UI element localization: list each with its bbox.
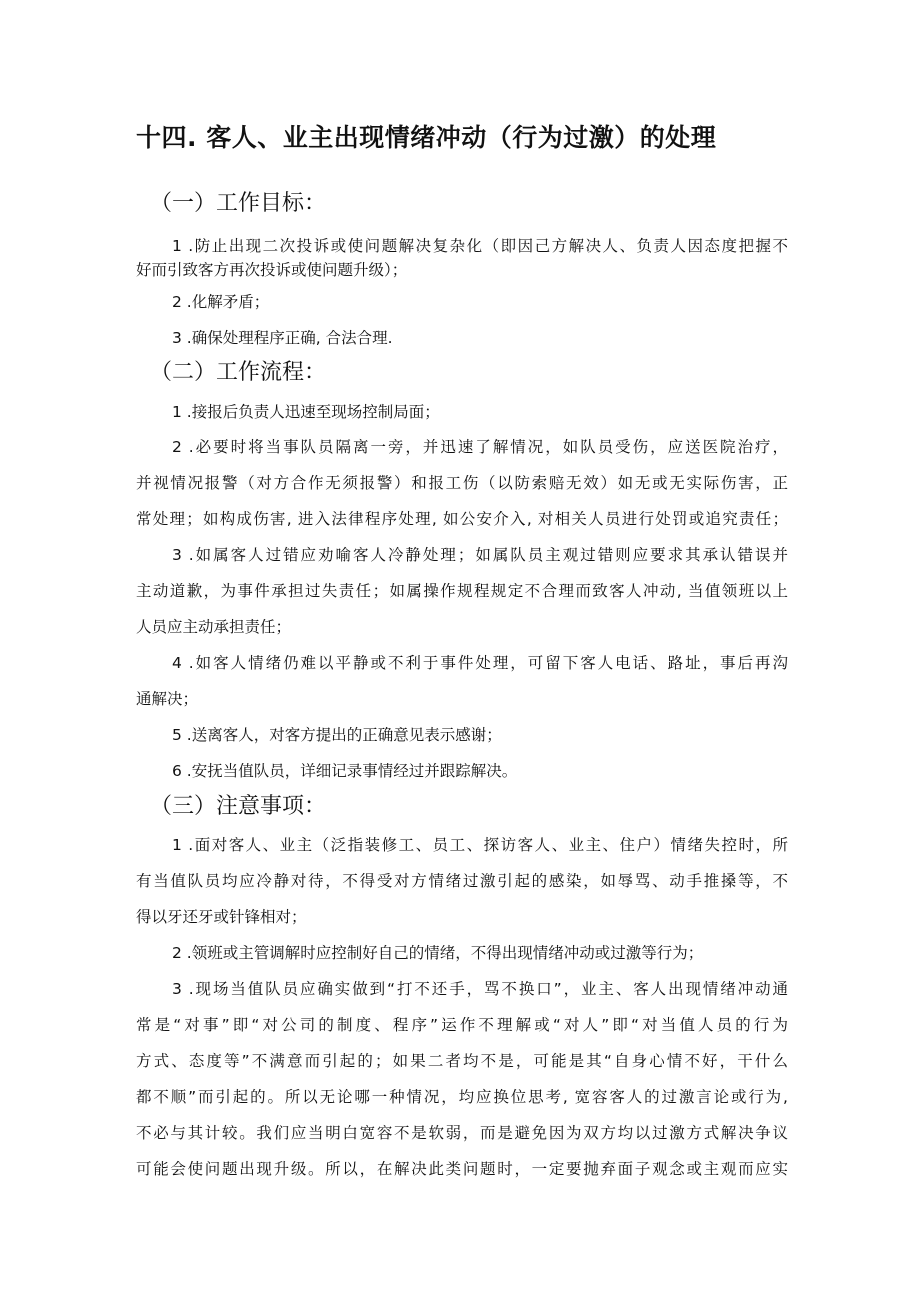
paragraph-line: 1 .接报后负责人迅速至现场控制局面；	[172, 403, 440, 421]
paragraph-line: 3 .现场当值队员应确实做到“打不还手，骂不换口”，业主、客人出现情绪冲动通	[172, 980, 788, 998]
paragraph-line: 可能会使问题出现升级。所以，在解决此类问题时，一定要抛弃面子观念或主观而应实	[136, 1160, 788, 1178]
paragraph-line: 不必与其计较。我们应当明白宽容不是软弱，而是避免因为双方均以过激方式解决争议	[136, 1124, 788, 1142]
paragraph-line: 2 .必要时将当事队员隔离一旁，并迅速了解情况，如队员受伤，应送医院治疗，	[172, 438, 788, 456]
paragraph-line: 6 .安抚当值队员，详细记录事情经过并跟踪解决。	[172, 762, 518, 780]
paragraph-line: 都不顺”而引起的。所以无论哪一种情况，均应换位思考, 宽容客人的过激言论或行为,	[136, 1088, 788, 1106]
paragraph-line: 3 .如属客人过错应劝喻客人冷静处理；如属队员主观过错则应要求其承认错误并	[172, 546, 788, 564]
paragraph-line: 3 .确保处理程序正确, 合法合理.	[172, 329, 393, 347]
paragraph-line: 常处理；如构成伤害, 进入法律程序处理, 如公安介入, 对相关人员进行处罚或追究责任；	[136, 510, 788, 528]
paragraph-line: 好而引致客方再次投诉或使问题升级）；	[136, 261, 408, 279]
paragraph-line: 1 .面对客人、业主（泛指装修工、员工、探访客人、业主、住户）情绪失控时，所	[172, 836, 788, 854]
paragraph-line: 常是“对事”即“对公司的制度、程序”运作不理解或“对人”即“对当值人员的行为	[136, 1016, 788, 1034]
paragraph-line: 有当值队员均应冷静对待，不得受对方情绪过激引起的感染，如辱骂、动手推搡等，不	[136, 872, 788, 890]
section-heading-workflow: （二）工作流程：	[150, 360, 327, 385]
paragraph-line: 方式、态度等”不满意而引起的；如果二者均不是，可能是其“自身心情不好，干什么	[136, 1052, 788, 1070]
paragraph-line: 得以牙还牙或针锋相对；	[136, 908, 307, 926]
paragraph-line: 并视情况报警（对方合作无须报警）和报工伤（以防索赔无效）如无或无实际伤害，正	[136, 474, 788, 492]
document-title: 十四. 客人、业主出现情绪冲动（行为过激）的处理	[136, 123, 717, 152]
paragraph-line: 人员应主动承担责任；	[136, 618, 292, 636]
paragraph-line: 4 .如客人情绪仍难以平静或不利于事件处理，可留下客人电话、路址，事后再沟	[172, 654, 788, 672]
section-heading-goals: （一）工作目标：	[150, 191, 327, 216]
section-heading-notes: （三）注意事项：	[150, 794, 327, 819]
paragraph-line: 5 .送离客人，对客方提出的正确意见表示感谢；	[172, 726, 502, 744]
paragraph-line: 2 .化解矛盾；	[172, 293, 270, 311]
paragraph-line: 主动道歉，为事件承担过失责任；如属操作规程规定不合理而致客人冲动, 当值领班以上	[136, 582, 788, 600]
paragraph-line: 1 .防止出现二次投诉或使问题解决复杂化（即因己方解决人、负责人因态度把握不	[172, 237, 788, 255]
paragraph-line: 通解决；	[136, 690, 199, 708]
paragraph-line: 2 .领班或主管调解时应控制好自己的情绪，不得出现情绪冲动或过激等行为；	[172, 944, 704, 962]
